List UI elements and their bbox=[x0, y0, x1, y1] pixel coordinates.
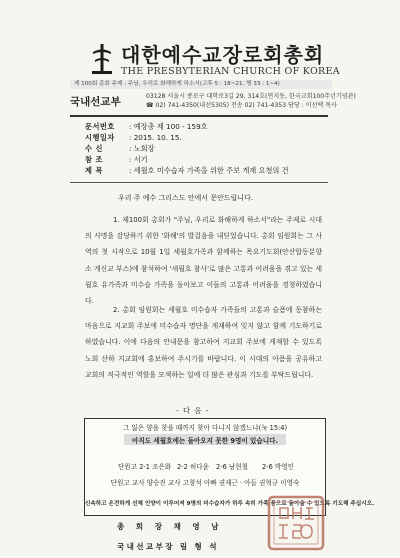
list-item: 2-6 박영인 bbox=[262, 463, 294, 471]
notice-heading: - 다 음 - bbox=[176, 406, 210, 415]
list-item: 단원고 2-1 조은화 bbox=[118, 463, 172, 471]
department-name: 국내선교부 bbox=[70, 96, 121, 108]
info-divider bbox=[70, 182, 328, 183]
info-row-date: 시행일자 : 2015. 10. 15. bbox=[85, 133, 182, 142]
missing-notice: 아직도 세월호에는 돌아오지 못한 9명이 있습니다. bbox=[132, 437, 278, 445]
official-seal-icon bbox=[266, 494, 326, 552]
paragraph-2: 2. 총회 임원회는 세월호 미수습자 가족들의 고통과 슬픔에 동참하는 마음으로 지교회 주보에 미수습자 명단을 게재하여 잊지 않고 함께 기도하기로 하였습니다. 이에 다음의 안내문을 참고하여 지교회 주보에 게재할 수 있도록 노회 산하 지교회에 홍보하여 주시기를 바랍니다. 이 시대의 아픔을 공유하고 교회의 적극적인 역할을 모색하는 일에 더 많은 관심과 기도를 부탁드립니다. bbox=[85, 306, 322, 379]
organization-title: 대한예수교장로회총회 bbox=[121, 43, 325, 67]
paragraph-1: 1. 제100회 총회가 "주님, 우리로 화해하게 하소서"라는 주제로 시대의 사명을 감당하기 위한 '화해'의 발걸음을 내딛었습니다. 총회 임원회는 그 사역의 첫 시작으로 10월 1일 세월호가족과 함께하는 목요기도회(안산합동분향소 개신교 부스)에 참석하여 '세월호 참사'로 많은 고통과 어려움을 겪고 있는 세월호 유가족과 미수습 가족을 돌아보고 이들의 고통과 어려움을 경청하였습니다. bbox=[85, 216, 322, 306]
names-row-others: 단원고 교사 양승진 교사 고창석 아빠 권재근 · 아들 권혁규 이영숙 bbox=[110, 479, 300, 487]
signature-moderator: 총 회 장 채 영 남 bbox=[117, 522, 224, 531]
info-row-subject: 제 목 : 세월호 미수습자 가족을 위한 주보 게재 요청의 건 bbox=[85, 166, 289, 175]
info-row-reference: 참 조 : 서기 bbox=[85, 155, 148, 164]
address-block bbox=[146, 92, 356, 110]
prayer-request: 신속하고 온전하게 선체 인양이 이루어져 9명의 미수습자가 하루 속히 가족 품으로 돌아올 수 있도록 기도해 주십시오. bbox=[85, 501, 375, 507]
cross-logo-icon bbox=[92, 44, 112, 74]
address-line: 03128 서울시 종로구 대학로3길 29, 314호(연지동, 한국교회100주년기념관) bbox=[146, 93, 356, 100]
info-row-document-number: 문서번호 : 예장총 제 100 - 159호 bbox=[85, 122, 208, 131]
assembly-motto: 제 100회 총회 주제 : 주님, 우리로 화해하게 하소서(고후 5 : 18~21, 행 33 : 1~4) bbox=[70, 80, 332, 89]
contact-line: ☎ 02) 741-4350(내선5305) 전송 02) 741-4353 담당 : 이선택 목사 bbox=[146, 102, 338, 109]
list-item: 2-2 허다윤 bbox=[177, 463, 209, 471]
bible-verse: 그 잃은 양을 찾을 때까지 찾아 다니지 않겠느냐(눅 15:4) bbox=[122, 424, 288, 432]
signature-department-head: 국내선교부장 림 형 석 bbox=[117, 542, 219, 551]
greeting: 우리 주 예수 그리스도 안에서 문안드립니다. bbox=[118, 194, 254, 202]
list-item: 2-6 남현철 bbox=[216, 463, 248, 471]
info-row-recipient: 수 신 : 노회장 bbox=[85, 144, 155, 153]
organization-subtitle: THE PRESBYTERIAN CHURCH OF KOREA bbox=[121, 66, 340, 77]
header-divider bbox=[70, 115, 328, 117]
